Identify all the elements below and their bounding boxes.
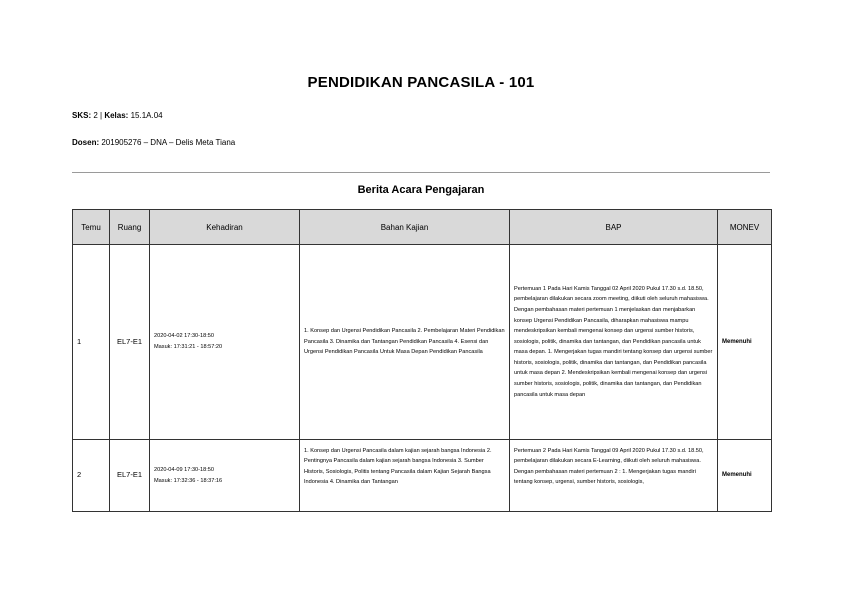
cell-temu: 2 (73, 440, 110, 512)
header-bahan-kajian: Bahan Kajian (300, 210, 510, 245)
header-ruang: Ruang (110, 210, 150, 245)
sks-value: 2 | (91, 111, 105, 120)
dosen-value: 201905276 – DNA – Delis Meta Tiana (99, 138, 236, 147)
attendance-text: Masuk: 17:31:21 - 18:57:20 (154, 344, 223, 350)
cell-kehadiran (150, 245, 300, 440)
schedule-text: 2020-04-09 17:30-18:50 (154, 466, 215, 473)
lecturer-line (72, 138, 235, 147)
cell-bahan-kajian (300, 440, 510, 512)
header-monev: MONEV (718, 210, 772, 245)
cell-monev: Memenuhi (718, 245, 772, 440)
cell-ruang: EL7-E1 (110, 440, 150, 512)
kelas-value: 15.1A.04 (128, 111, 163, 120)
table-row (73, 440, 772, 512)
cell-monev: Memenuhi (718, 440, 772, 512)
kelas-label: Kelas: (104, 111, 129, 120)
course-meta-line (72, 111, 163, 120)
cell-bap (510, 440, 718, 512)
section-title: Berita Acara Pengajaran (357, 184, 485, 196)
header-temu: Temu (73, 210, 110, 245)
cell-ruang: EL7-E1 (110, 245, 150, 440)
bahan-kajian-text: 1. Konsep dan Urgensi Pancasila dalam kajian sejarah bangsa Indonesia 2. Pentingnya Pancasila dalam kajian sejarah bangsa Indonesia 3. Sumber Historis, Sosiologis, Politis tentang Pancasila dalam Kajian Sejarah Bangsa Indonesia 4. Dinamika dan Tantangan (304, 447, 492, 486)
header-kehadiran: Kehadiran (150, 210, 300, 245)
dosen-label: Dosen: (72, 138, 100, 147)
cell-kehadiran (150, 440, 300, 512)
bap-table (72, 209, 772, 512)
divider (72, 172, 770, 173)
sks-label: SKS: (72, 111, 92, 120)
table-row (73, 245, 772, 440)
page-title: PENDIDIKAN PANCASILA - 101 (307, 74, 535, 91)
cell-bahan-kajian: 1. Konsep dan Urgensi Pendidikan Pancasila 2. Pembelajaran Materi Pendidikan Pancasila 3. Dinamika dan Tantangan Pendidikan Pancasila 4. Esensi dan Urgensi Pendidikan Pancasila Untuk Masa Depan Pendidikan Pancasila (300, 245, 510, 440)
cell-temu: 1 (73, 245, 110, 440)
schedule-text: 2020-04-02 17:30-18:50 (154, 333, 215, 339)
table-header-row (73, 210, 772, 245)
bap-text: Pertemuan 2 Pada Hari Kamis Tanggal 09 April 2020 Pukul 17.30 s.d. 18.50, pembelajaran dilakukan secara E-Learning, diikuti oleh seluruh mahasiswa. Dengan pembahasan materi pertemuan 2 : 1. Mengerjakan tugas mandiri tentang konsep, urgensi, sumber historis, sosiologis, (514, 447, 704, 486)
header-bap: BAP (510, 210, 718, 245)
cell-bap: Pertemuan 1 Pada Hari Kamis Tanggal 02 April 2020 Pukul 17.30 s.d. 18.50, pembelajaran dilakukan secara zoom meeting, diikuti oleh seluruh mahasiswa. Dengan pembahasan materi pertemuan 1 menjelaskan dan menjabarkan konsep Urgensi Pendidikan Pancasila, diharapkan mahasiswa mampu mendeskripsikan kembali mengenai konsep dan urgensi sumber historis, sosiologis, politik, dinamika dan tantangan, dan Pendidikan pancasila untuk masa depan. 1. Mengerjakan tugas mandiri tentang konsep dan urgensi sumber historis, sosiologis, politik, dinamika dan tantangan, dan Pendidikan pancasila untuk masa depan 2. Mendeskripsikan kembali mengenai konsep dan urgensi sumber historis, sosiologis, politik, dinamika dan tantangan, dan Pendidikan pancasila untuk masa depan (510, 245, 718, 440)
attendance-text: Masuk: 17:32:36 - 18:37:16 (154, 477, 223, 484)
